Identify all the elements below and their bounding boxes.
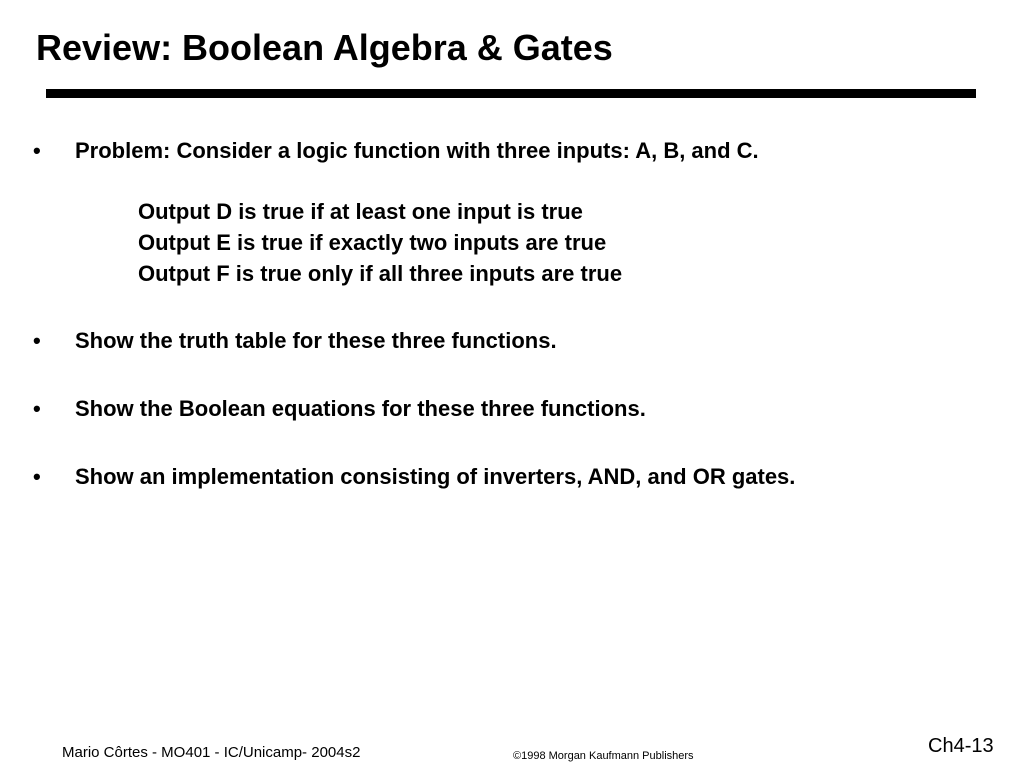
page-number: Ch4-13 [928, 735, 994, 757]
output-f-line: Output F is true only if all three inputs are true [138, 261, 623, 286]
bullet-marker: • [33, 396, 41, 421]
output-e-line: Output E is true if exactly two inputs are true [138, 230, 607, 255]
output-d-line: Output D is true if at least one input is true [138, 199, 583, 224]
bullet-marker: • [33, 464, 41, 489]
bullet-text: Problem: Consider a logic function with three inputs: A, B, and C. [75, 138, 759, 163]
title-divider [46, 89, 976, 98]
bullet-text: Show the truth table for these three functions. [75, 328, 557, 353]
footer-copyright: ©1998 Morgan Kaufmann Publishers [513, 750, 694, 762]
bullet-marker: • [33, 138, 41, 163]
footer-author: Mario Côrtes - MO401 - IC/Unicamp- 2004s2 [62, 744, 361, 761]
bullet-text: Show an implementation consisting of inverters, AND, and OR gates. [75, 464, 796, 489]
bullet-text: Show the Boolean equations for these three functions. [75, 396, 646, 421]
slide-title: Review: Boolean Algebra & Gates [36, 27, 613, 68]
bullet-marker: • [33, 328, 41, 353]
